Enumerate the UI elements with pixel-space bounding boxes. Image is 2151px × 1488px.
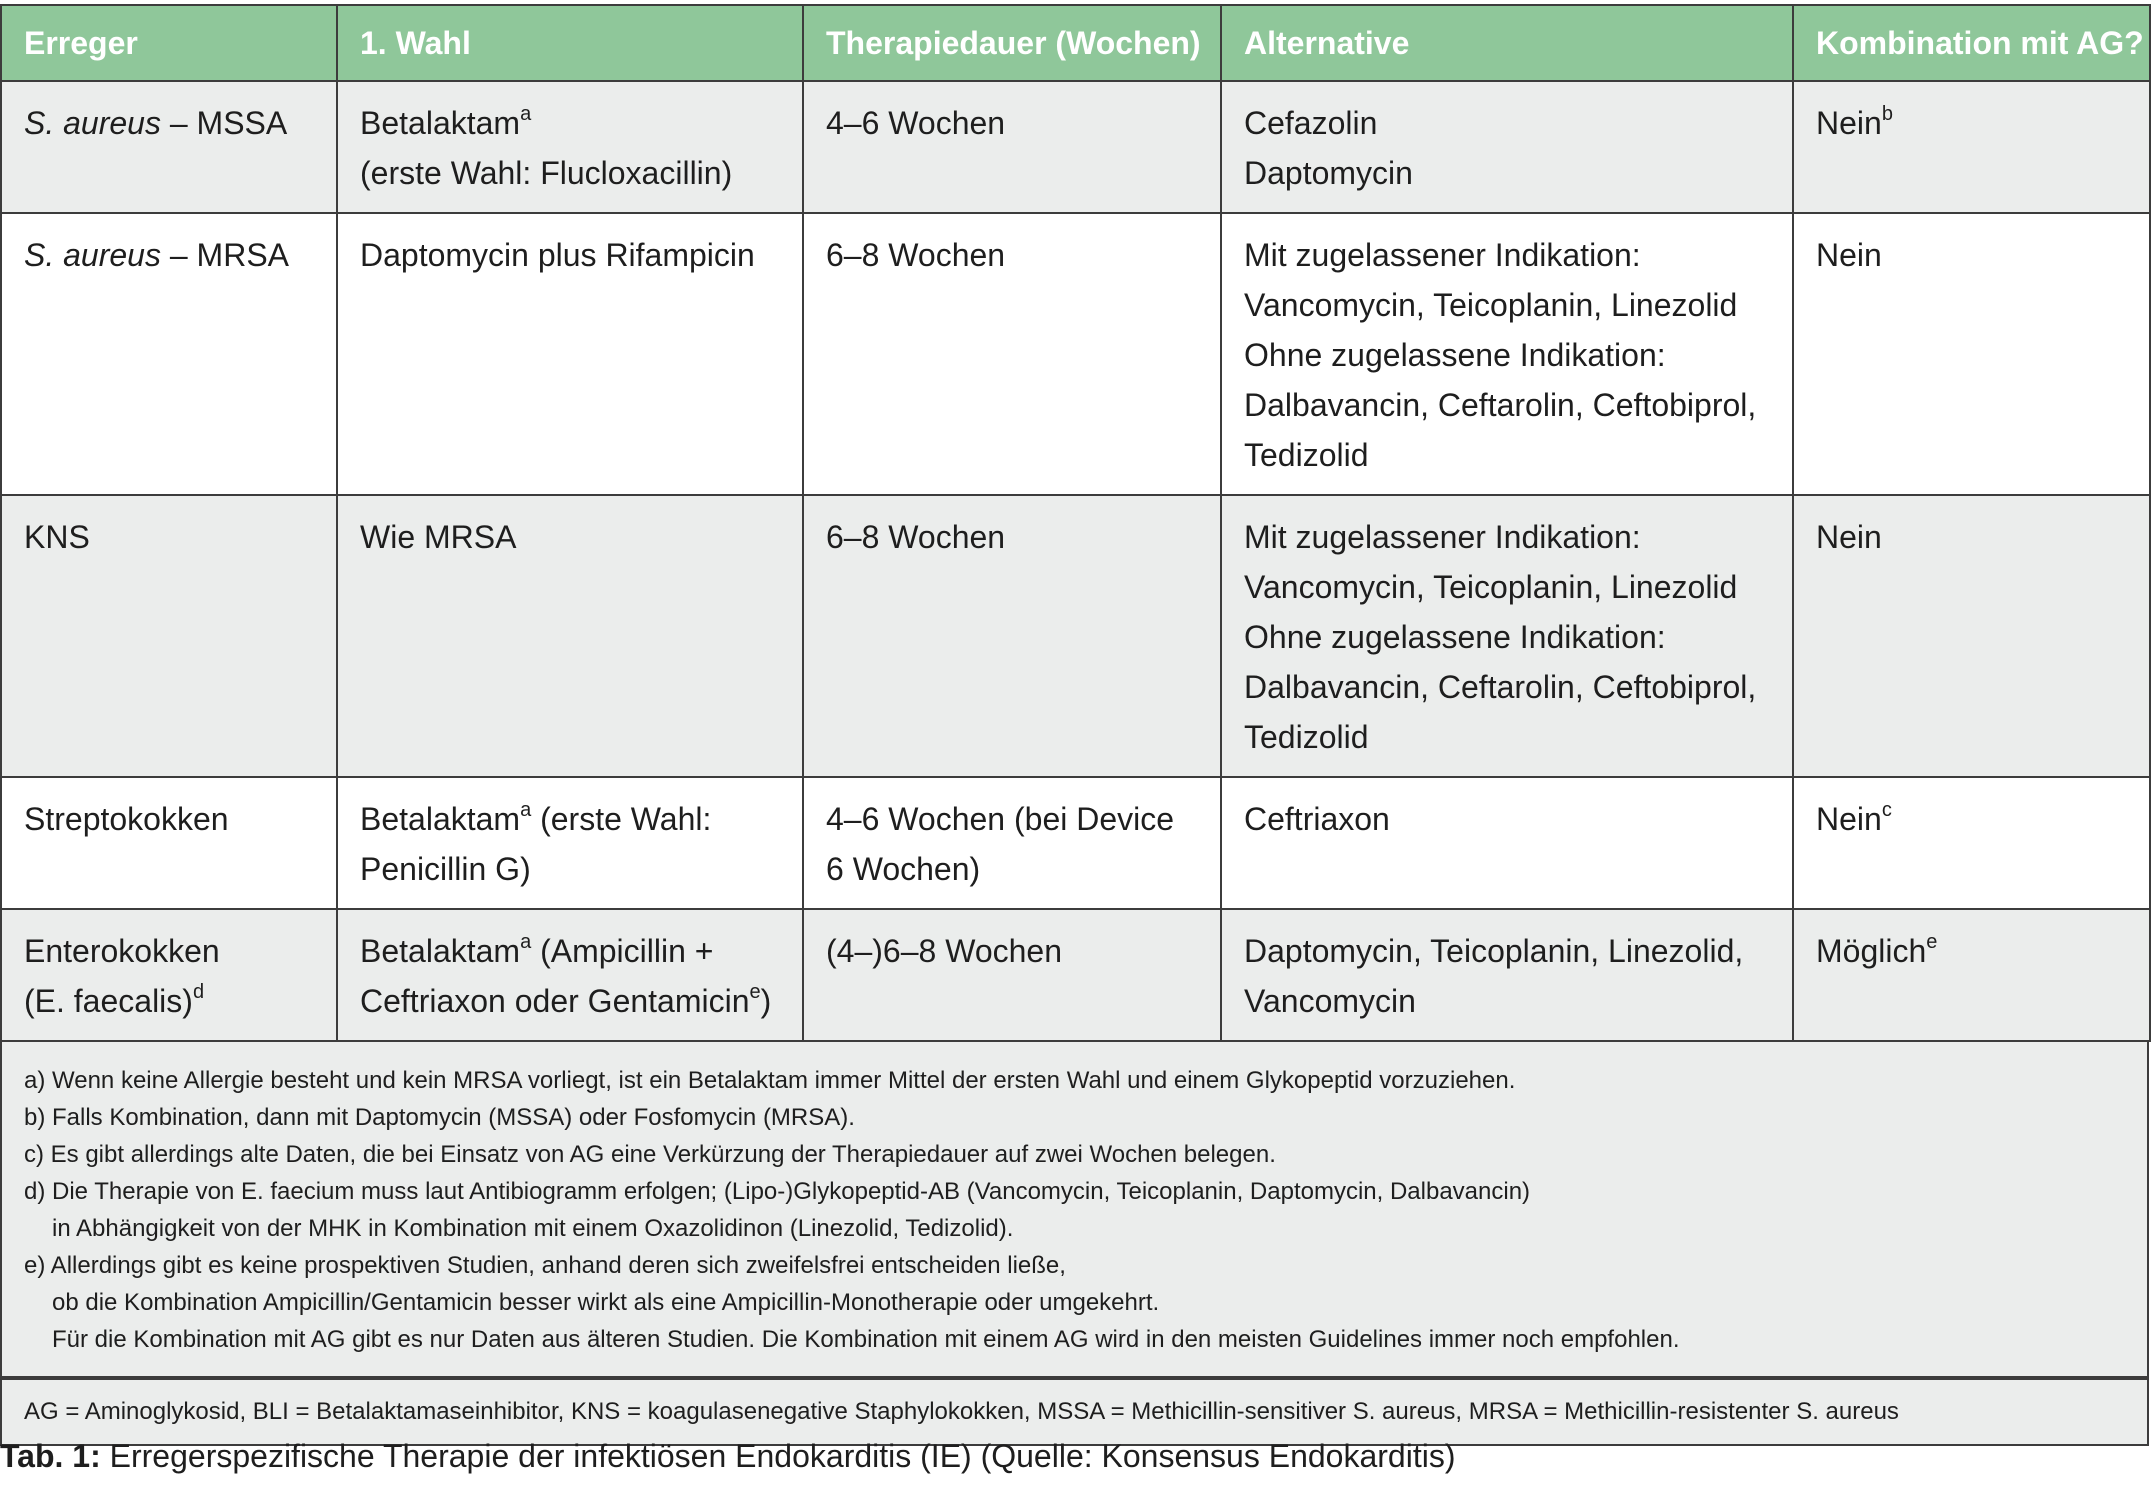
cell-erste-wahl: Daptomycin plus Rifampicin: [337, 213, 803, 495]
cell-erste-wahl: Betalaktam$^a$ (erste Wahl: Flucloxacillin): [337, 81, 803, 213]
cell-alternative: Mit zugelassener Indikation: Vancomycin, Teicoplanin, Linezolid Ohne zugelassene Indikation: Dalbavancin, Ceftarolin, Ceftobiprol, Tedizolid: [1221, 213, 1793, 495]
cell-erste-wahl: Wie MRSA: [337, 495, 803, 777]
cell-erste-wahl: Betalaktam$^a$ (Ampicillin + Ceftriaxon oder Gentamicin$^e$): [337, 909, 803, 1041]
cell-alternative: Mit zugelassener Indikation: Vancomycin, Teicoplanin, Linezolid Ohne zugelassene Indikation: Dalbavancin, Ceftarolin, Ceftobiprol, Tedizolid: [1221, 495, 1793, 777]
cell-erste-wahl: Betalaktam$^a$ (erste Wahl: Penicillin G): [337, 777, 803, 909]
cell-alternative: Cefazolin Daptomycin: [1221, 81, 1793, 213]
footnote-c: c) Es gibt allerdings alte Daten, die bei Einsatz von AG eine Verkürzung der Therapiedauer auf zwei Wochen belegen.: [24, 1141, 1276, 1168]
cell-kombination-ag: Nein: [1793, 213, 2150, 495]
cell-therapiedauer: 4–6 Wochen: [803, 81, 1221, 213]
footnote-e-continued-2: Für die Kombination mit AG gibt es nur Daten aus älteren Studien. Die Kombination mit einem AG wird in den meisten Guidelines immer noch empfohlen.: [52, 1326, 1680, 1353]
cell-therapiedauer: 6–8 Wochen: [803, 213, 1221, 495]
cell-erreger: KNS: [1, 495, 337, 777]
table-row: [1, 909, 2150, 1041]
cell-erreger: Enterokokken (E. faecalis)$^d$: [1, 909, 337, 1041]
footnote-e-continued: ob die Kombination Ampicillin/Gentamicin besser wirkt als eine Ampicillin-Monotherapie oder umgekehrt.: [52, 1289, 1160, 1316]
header-erreger: Erreger: [1, 5, 337, 81]
abbreviations-legend: AG = Aminoglykosid, BLI = Betalaktamaseinhibitor, KNS = koagulasenegative Staphylokokken, MSSA = Methicillin-sensitiver S. aureus, MRSA = Methicillin-resistenter S. aureus: [0, 1378, 2149, 1446]
cell-therapiedauer: 4–6 Wochen (bei Device 6 Wochen): [803, 777, 1221, 909]
table-header-row: [1, 5, 2150, 81]
cell-erreger: S. aureus – MRSA: [1, 213, 337, 495]
cell-erreger: S. aureus – MSSA: [1, 81, 337, 213]
footnote-a: a) Wenn keine Allergie besteht und kein MRSA vorliegt, ist ein Betalaktam immer Mittel der ersten Wahl und einem Glykopeptid vorzuziehen.: [24, 1067, 1516, 1094]
cell-kombination-ag: Nein$^c$: [1793, 777, 2150, 909]
cell-therapiedauer: 6–8 Wochen: [803, 495, 1221, 777]
footnote-d-continued: in Abhängigkeit von der MHK in Kombination mit einem Oxazolidinon (Linezolid, Tedizolid).: [52, 1215, 1014, 1242]
cell-therapiedauer: (4–)6–8 Wochen: [803, 909, 1221, 1041]
cell-erreger: Streptokokken: [1, 777, 337, 909]
header-alternative: Alternative: [1221, 5, 1793, 81]
footnote-e: e) Allerdings gibt es keine prospektiven Studien, anhand deren sich zweifelsfrei entscheiden ließe,: [24, 1252, 1066, 1279]
cell-kombination-ag: Möglich$^e$: [1793, 909, 2150, 1041]
caption-text: Erregerspezifische Therapie der infektiösen Endokarditis (IE) (Quelle: Konsensus Endokarditis): [100, 1438, 1456, 1474]
table-row: [1, 495, 2150, 777]
cell-alternative: Daptomycin, Teicoplanin, Linezolid, Vancomycin: [1221, 909, 1793, 1041]
header-erste-wahl: 1. Wahl: [337, 5, 803, 81]
header-therapiedauer: Therapiedauer (Wochen): [803, 5, 1221, 81]
cell-alternative: Ceftriaxon: [1221, 777, 1793, 909]
footnotes-section: [0, 1042, 2149, 1378]
header-kombination-ag: Kombination mit AG?: [1793, 5, 2150, 81]
therapy-table: [0, 4, 2151, 1042]
cell-kombination-ag: Nein: [1793, 495, 2150, 777]
table-row: [1, 777, 2150, 909]
table-row: [1, 81, 2150, 213]
footnote-b: b) Falls Kombination, dann mit Daptomycin (MSSA) oder Fosfomycin (MRSA).: [24, 1104, 855, 1131]
footnote-d: d) Die Therapie von E. faecium muss laut Antibiogramm erfolgen; (Lipo-)Glykopeptid-AB (Vancomycin, Teicoplanin, Daptomycin, Dalbavancin): [24, 1178, 1531, 1205]
cell-kombination-ag: Nein$^b$: [1793, 81, 2150, 213]
table-row: [1, 213, 2150, 495]
therapy-table-frame: [0, 4, 2149, 1446]
table-caption: [0, 1436, 1455, 1476]
caption-label: Tab. 1:: [0, 1438, 101, 1474]
